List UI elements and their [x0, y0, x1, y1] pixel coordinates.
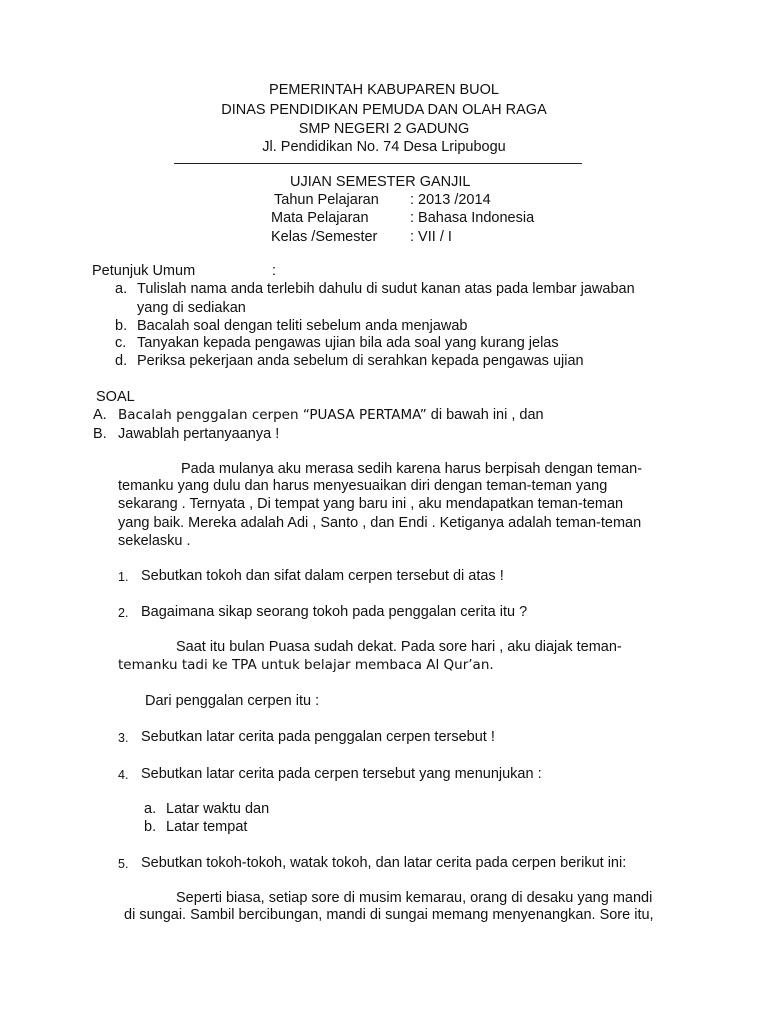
question-text: Sebutkan latar cerita pada cerpen tersebut yang menunjukan :: [141, 766, 542, 782]
instruction-marker: c.: [115, 335, 127, 351]
sub-item-text: Latar waktu dan: [166, 801, 270, 817]
exam-subject-label: Mata Pelajaran: [271, 210, 369, 226]
instruction-text: Periksa pekerjaan anda sebelum di serahkan kepada pengawas ujian: [137, 353, 584, 369]
header-school: SMP NEGERI 2 GADUNG: [298, 121, 470, 137]
question-text: Bagaimana sikap seorang tokoh pada penggalan cerita itu ?: [141, 604, 528, 620]
soal-b-marker: B.: [93, 426, 107, 442]
exam-subject-value: : Bahasa Indonesia: [410, 210, 535, 226]
question-text: Sebutkan tokoh-tokoh, watak tokoh, dan latar cerita pada cerpen berikut ini:: [141, 855, 627, 871]
sub-item-marker: a.: [144, 801, 157, 817]
header-government: PEMERINTAH KABUPAREN BUOL: [269, 82, 499, 98]
soal-a-title: Bacalah penggalan cerpen “PUASA PERTAMA”: [118, 407, 427, 423]
exam-class-label: Kelas /Semester: [271, 229, 378, 245]
exam-year-value: : 2013 /2014: [410, 192, 491, 208]
sub-item-marker: b.: [144, 819, 157, 835]
passage-line: sekelasku .: [118, 533, 191, 549]
instruction-marker: d.: [115, 353, 128, 369]
exam-year-label: Tahun Pelajaran: [274, 192, 379, 208]
question-number: 3.: [118, 731, 129, 745]
soal-a-text: [118, 406, 544, 424]
passage-line: Seperti biasa, setiap sore di musim kemarau, orang di desaku yang mandi: [176, 890, 653, 906]
passage-line: Saat itu bulan Puasa sudah dekat. Pada sore hari , aku diajak teman-: [176, 639, 622, 655]
soal-heading: SOAL: [96, 389, 135, 405]
instructions-heading: Petunjuk Umum: [92, 263, 196, 279]
instruction-text: Tanyakan kepada pengawas ujian bila ada soal yang kurang jelas: [137, 335, 559, 351]
question-text: Sebutkan latar cerita pada penggalan cerpen tersebut !: [141, 729, 495, 745]
passage-line: yang baik. Mereka adalah Adi , Santo , dan Endi . Ketiganya adalah teman-teman: [118, 515, 642, 531]
question-text: Sebutkan tokoh dan sifat dalam cerpen tersebut di atas !: [141, 568, 504, 584]
question-number: 1.: [118, 570, 129, 584]
instruction-marker: b.: [115, 318, 128, 334]
instruction-marker: a.: [115, 281, 128, 297]
question-number: 2.: [118, 606, 129, 620]
instruction-text: Tulislah nama anda terlebih dahulu di sudut kanan atas pada lembar jawaban: [137, 281, 635, 297]
passage-line: temanku tadi ke TPA untuk belajar membaca Al Qur’an.: [118, 657, 494, 673]
exam-title: UJIAN SEMESTER GANJIL: [290, 174, 471, 190]
question-number: 4.: [118, 768, 129, 782]
soal-a-marker: A.: [93, 407, 107, 423]
passage-line: di sungai. Sambil bercibungan, mandi di sungai memang menyenangkan. Sore itu,: [124, 907, 654, 923]
soal-b-text: Jawablah pertanyaanya !: [118, 426, 280, 442]
header-address: Jl. Pendidikan No. 74 Desa Lripubogu: [262, 139, 506, 155]
header-department: DINAS PENDIDIKAN PEMUDA DAN OLAH RAGA: [221, 102, 547, 118]
question-number: 5.: [118, 857, 129, 871]
instruction-text-cont: yang di sediakan: [137, 300, 246, 316]
soal-a-rest: di bawah ini , dan: [430, 407, 544, 423]
header-divider: [174, 163, 582, 164]
exam-class-value: : VII / I: [410, 229, 452, 245]
passage-note: Dari penggalan cerpen itu :: [145, 693, 320, 709]
passage-line: temanku yang dulu dan harus menyesuaikan diri dengan teman-teman yang: [118, 478, 608, 494]
instruction-text: Bacalah soal dengan teliti sebelum anda menjawab: [137, 318, 468, 334]
passage-line: sekarang . Ternyata , Di tempat yang baru ini , aku mendapatkan teman-teman: [118, 496, 624, 512]
sub-item-text: Latar tempat: [166, 819, 248, 835]
passage-line: Pada mulanya aku merasa sedih karena harus berpisah dengan teman-: [181, 461, 643, 477]
instructions-colon: :: [272, 263, 277, 279]
